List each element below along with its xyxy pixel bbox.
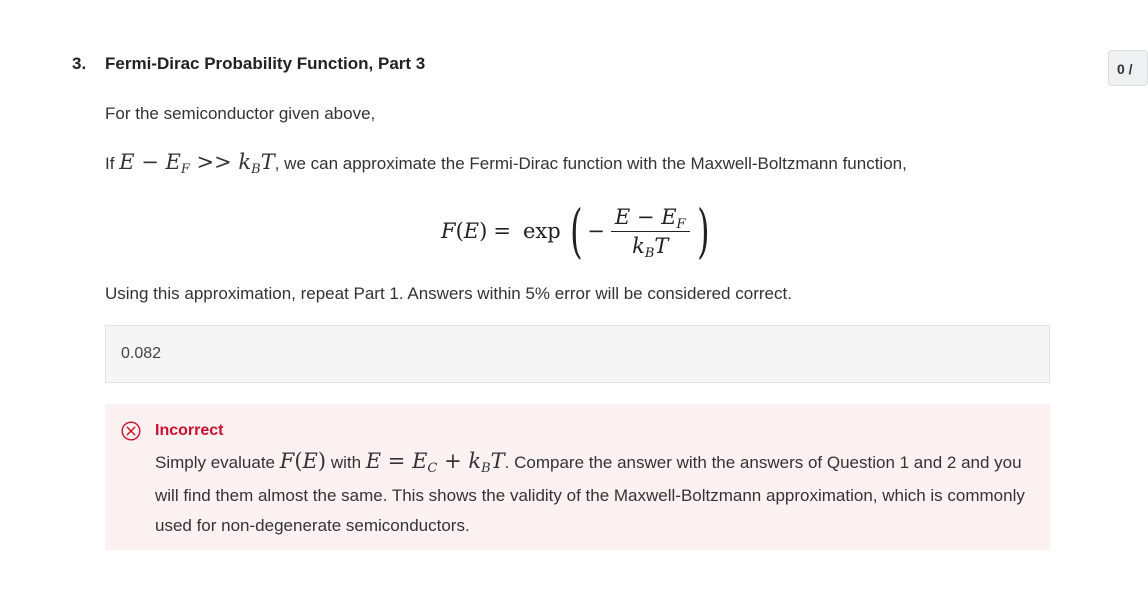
condition-math: E − EF >> kBT: [119, 150, 275, 177]
question-number: 3.: [72, 54, 87, 73]
feedback-text-part3: . Compare the answer with the answers of Question 1 and 2 and you will find them almost the same. This shows the validity of the Maxwell-Boltzmann approximation, which is commonly used for non-degenerate semiconductors.: [155, 453, 1025, 535]
question-instruction: Using this approximation, repeat Part 1. Answers within 5% error will be considered correct.: [105, 284, 792, 303]
x-circle-icon: [121, 421, 141, 441]
condition-suffix: , we can approximate the Fermi-Dirac function with the Maxwell-Boltzmann function,: [274, 154, 907, 173]
feedback-status: Incorrect: [155, 422, 224, 439]
formula-fraction: $\frac{E - EF}{\text{kBT}}$: [611, 205, 690, 258]
feedback-text: [155, 446, 1035, 542]
feedback-math-fe: F(E): [279, 449, 327, 473]
feedback-text-part1: Simply evaluate: [155, 453, 276, 472]
answer-input[interactable]: 0.082: [105, 325, 1050, 383]
feedback-math-energy: E = EC + kBT: [365, 449, 505, 476]
question-intro: For the semiconductor given above,: [105, 104, 376, 123]
maxwell-boltzmann-formula: F ( E ) = exp ( − $\frac{E - EF}{\text{kBT}}$ ): [441, 197, 710, 265]
question-header: [72, 54, 425, 74]
feedback-panel: [105, 404, 1050, 550]
condition-prefix: If: [105, 154, 115, 173]
score-badge: 0 /: [1108, 50, 1148, 86]
feedback-text-part2: with: [330, 453, 362, 472]
question-title: Fermi-Dirac Probability Function, Part 3: [105, 54, 426, 73]
question-condition: [105, 150, 907, 177]
